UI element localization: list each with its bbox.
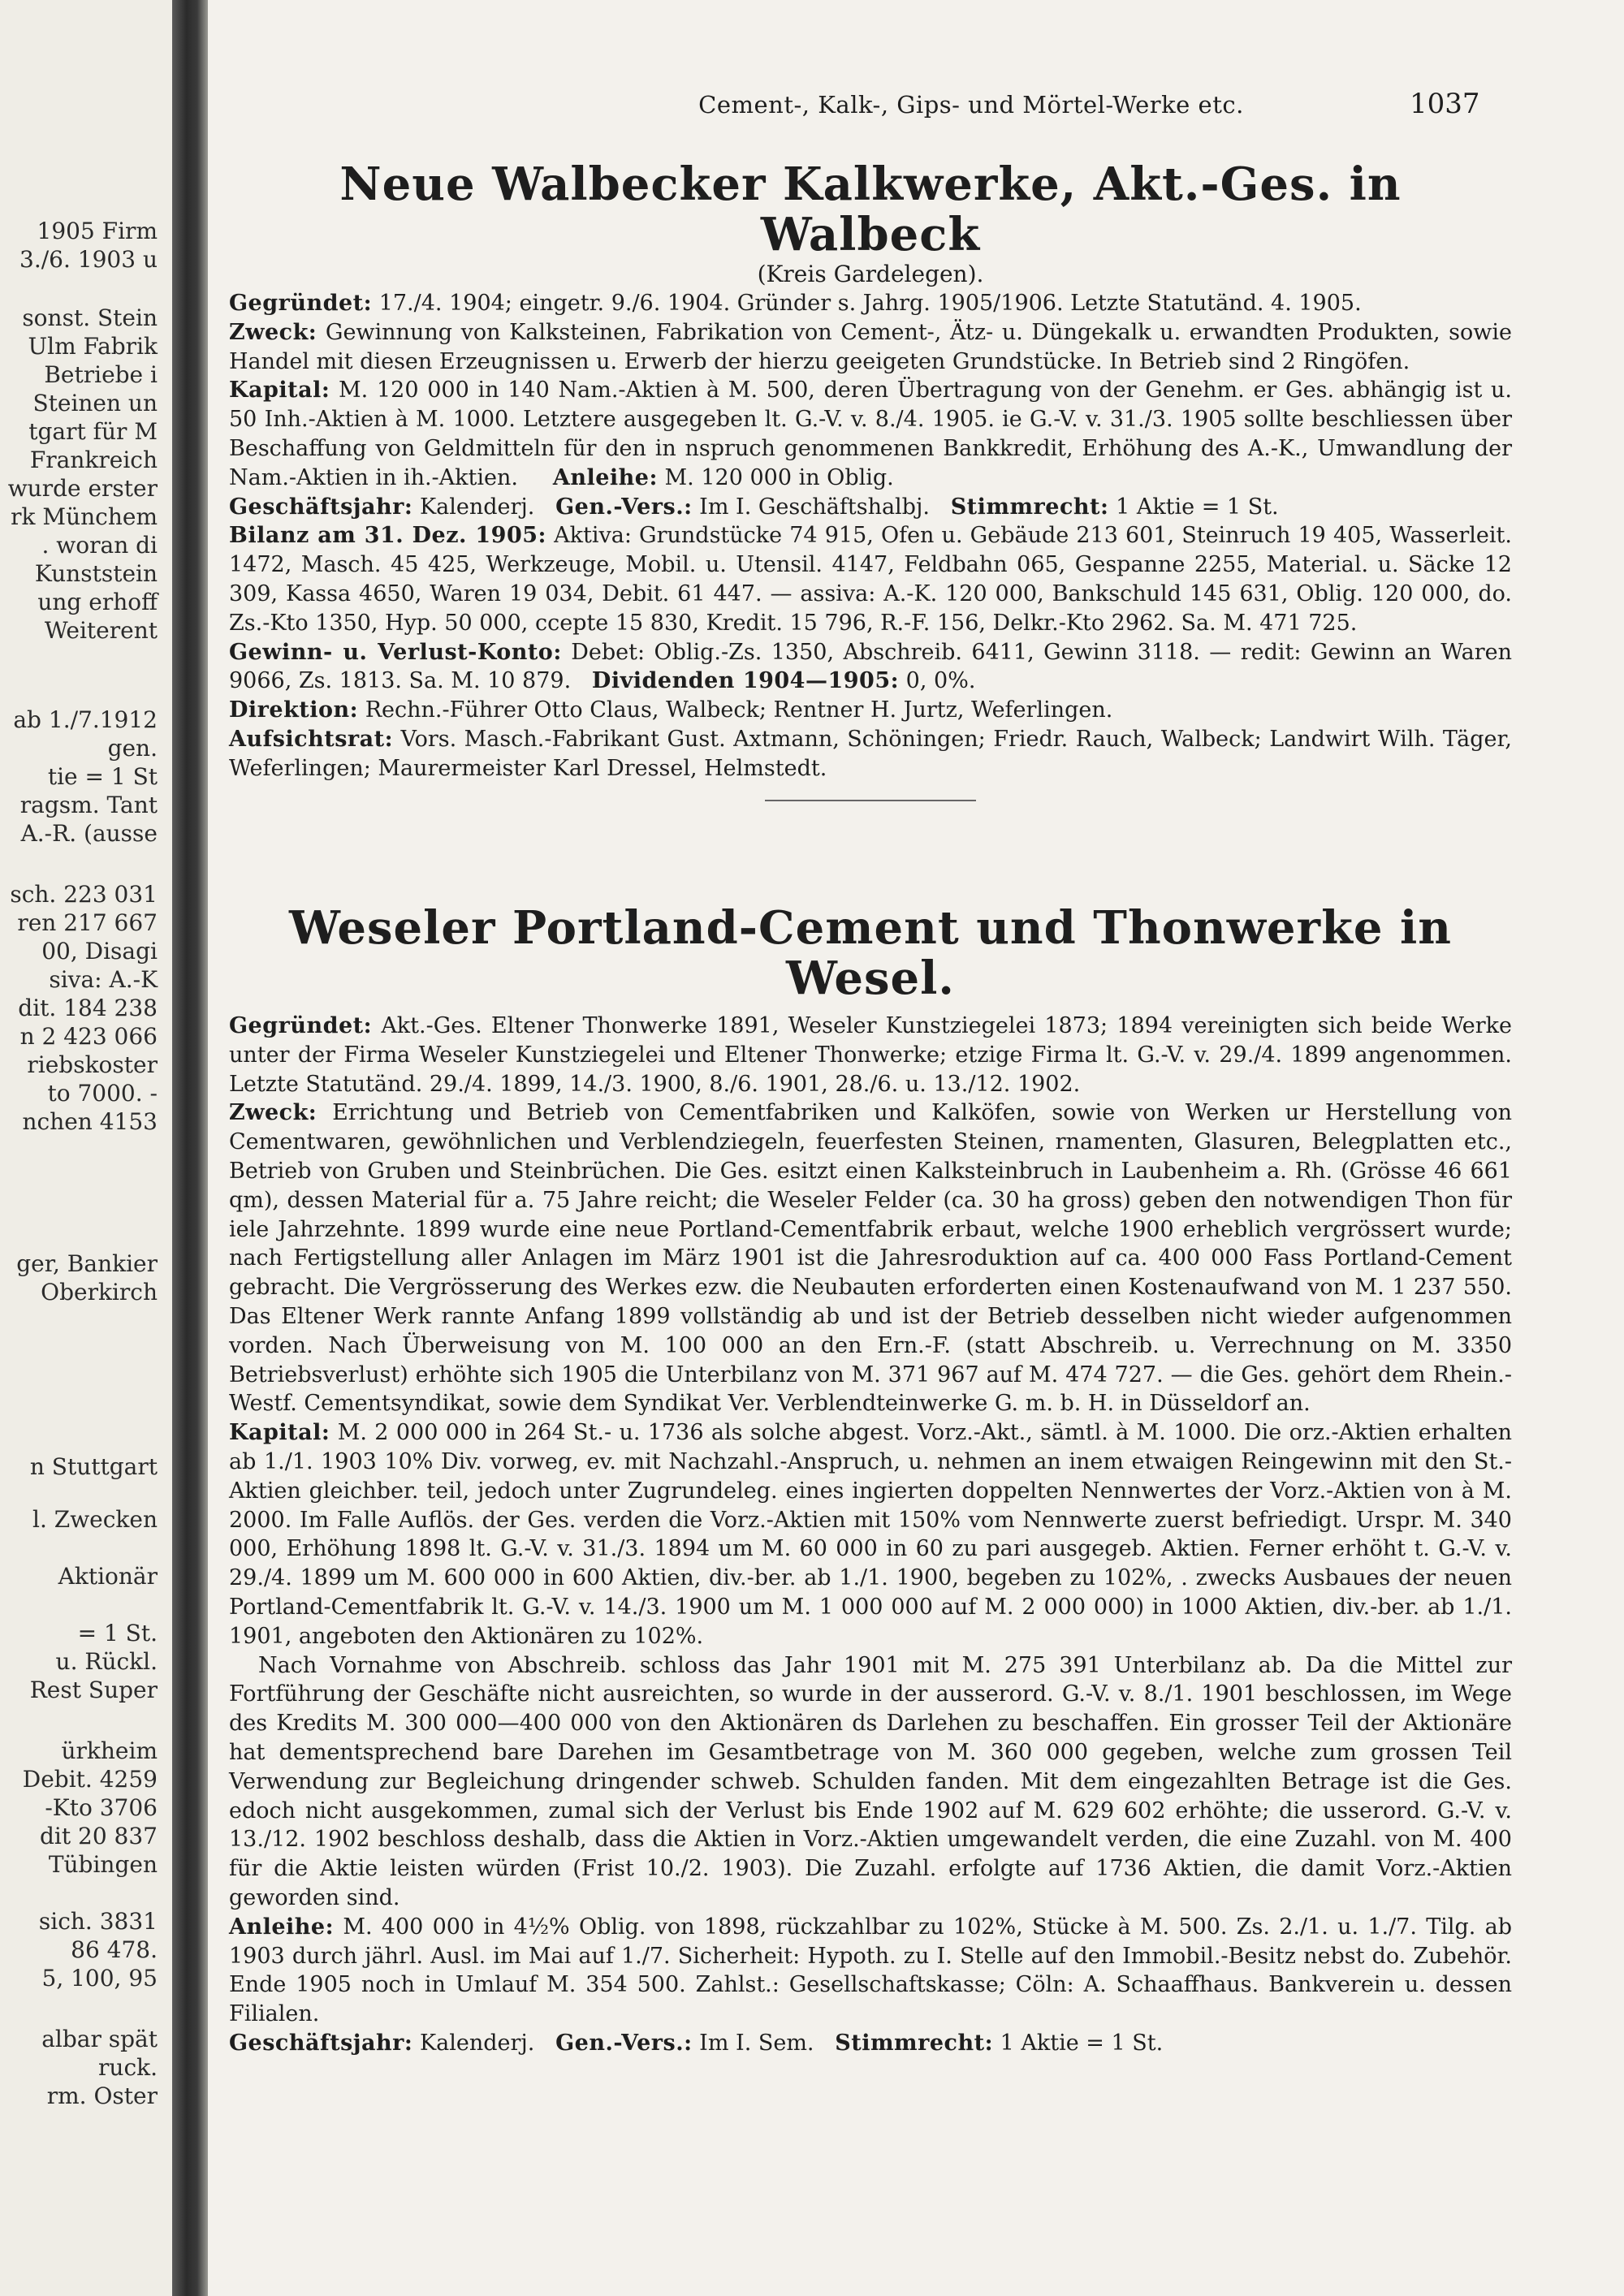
left-page-text-fragment: tgart für M xyxy=(28,418,158,445)
left-page-text-fragment: siva: A.-K xyxy=(49,966,158,993)
left-page-text-fragment: u. Rückl. xyxy=(55,1648,158,1675)
section-zweck xyxy=(229,318,1512,377)
section-gegruendet xyxy=(229,289,1512,318)
label: Zweck: xyxy=(229,1100,317,1126)
label: Gegründet: xyxy=(229,291,373,316)
left-page-text-fragment: gen. xyxy=(107,735,158,762)
left-page-text-fragment: Aktionär xyxy=(58,1563,158,1590)
left-page-text-fragment: 1905 Firm xyxy=(37,218,158,244)
value: 1 Aktie = 1 St. xyxy=(1000,2030,1164,2056)
left-page-text-fragment: 5, 100, 95 xyxy=(41,1965,158,1992)
section-geschaeftsjahr xyxy=(229,493,1512,522)
value: Aktiva: Grundstücke 74 915, Ofen u. Gebäude 213 601, Steinruch 19 405, Wasserleit. 1472, Masch. 45 425, Werkzeuge, Mobil. u. Utensil. 4147, Feldbahn 065, Gespanne 2255, Material. u. Säcke 12 309, Kassa 4650, Waren 19 034, Debit. 61 447. — assiva: A.-K. 120 000, Bankschuld 145 631, Oblig. 120 000, do. Zs.-Kto 1350, Hyp. 50 000, ccepte 15 830, Kredit. 15 796, R.-F. 156, Delkr.-Kto 2962. Sa. M. 471 725. xyxy=(229,523,1512,636)
value: Im I. Sem. xyxy=(699,2030,814,2056)
left-page-fragment xyxy=(0,0,172,2296)
left-page-text-fragment: Steinen un xyxy=(32,390,158,416)
label: Stimmrecht: xyxy=(835,2030,994,2056)
company-title: Weseler Portland-Cement und Thonwerke in Wesel. xyxy=(289,901,1452,1005)
section-zweck xyxy=(229,1098,1512,1418)
company-subtitle: (Kreis Gardelegen). xyxy=(757,261,984,287)
value: M. 120 000 in Oblig. xyxy=(664,464,894,490)
running-header: Cement-, Kalk-, Gips- und Mörtel-Werke etc. xyxy=(698,91,1244,119)
left-page-text-fragment: Kunststein xyxy=(34,560,158,587)
left-page-text-fragment: n Stuttgart xyxy=(29,1453,158,1480)
section-anleihe xyxy=(229,1913,1512,2029)
value: 0, 0%. xyxy=(905,668,976,694)
company-title: Neue Walbecker Kalkwerke, Akt.-Ges. in Walbeck xyxy=(339,158,1402,261)
value: 17./4. 1904; eingetr. 9./6. 1904. Gründer s. Jahrg. 1905/1906. Letzte Statutänd. 4. 1905. xyxy=(378,291,1362,316)
label: Dividenden 1904—1905: xyxy=(591,668,900,694)
section-gewinn-verlust xyxy=(229,638,1512,697)
value: Debet: Oblig.-Zs. 1350, Abschreib. 6411, Gewinn 3118. — redit: Gewinn an Waren 9066, Zs. 1813. Sa. M. 10 879. xyxy=(229,639,1513,694)
label: Direktion: xyxy=(229,697,359,723)
label: Gen.-Vers.: xyxy=(555,2030,693,2056)
section-geschaeftsjahr xyxy=(229,2029,1512,2058)
label: Kapital: xyxy=(229,378,330,404)
left-page-text-fragment: 00, Disagi xyxy=(41,938,158,965)
left-page-text-fragment: wurde erster xyxy=(7,475,158,502)
left-page-text-fragment: albar spät xyxy=(41,2026,158,2052)
value: Akt.-Ges. Eltener Thonwerke 1891, Weseler Kunstziegelei 1873; 1894 vereinigten sich beide Werke unter der Firma Weseler Kunstziegelei und Eltener Thonwerke; etzige Firma lt. G.-V. v. 29./4. 1899 angenommen. Letzte Statutänd. 29./4. 1899, 14./3. 1900, 8./6. 1901, 28./6. u. 13./12. 1902. xyxy=(229,1013,1512,1097)
left-page-text-fragment: dit. 184 238 xyxy=(18,995,158,1021)
left-page-text-fragment: dit 20 837 xyxy=(39,1823,158,1849)
value: Nach Vornahme von Abschreib. schloss das Jahr 1901 mit M. 275 391 Unterbilanz ab. Da die Mittel zur Fortführung der Geschäfte nicht ausreichten, so wurde in der ausserord. G.-V. v. 8./1. 1901 beschlossen, im Wege des Kredits M. 300 000—400 000 von den Aktionären ds Darlehen zu beschaffen. Ein grosser Teil der Aktionäre hat dementsprechend bare Darehen im Gesamtbetrage von M. 360 000 gegeben, welche zum grossen Teil Verwendung zur Begleichung dringender schweb. Schulden fanden. Mit dem eingezahlten Betrage ist die Ges. edoch nicht ausgekommen, zumal sich der Verlust bis Ende 1902 auf M. 629 602 erhöhte; die usserord. G.-V. v. 13./12. 1902 beschloss deshalb, dass die Aktien in Vorz.-Aktien umgewandelt verden, die eine Zuzahl. von M. 400 für die Aktie leisten würden (Frist 10./2. 1903). Die Zuzahl. erfolgte auf 1736 Aktien, die damit Vorz.-Aktien geworden sind. xyxy=(229,1652,1512,1910)
section-aufsichtsrat xyxy=(229,725,1512,783)
left-page-text-fragment: . woran di xyxy=(41,532,158,559)
left-page-text-fragment: ragsm. Tant xyxy=(19,792,158,818)
left-page-text-fragment: nchen 4153 xyxy=(22,1108,158,1135)
label: Stimmrecht: xyxy=(950,494,1109,520)
left-page-text-fragment: Tübingen xyxy=(48,1851,158,1878)
label: Anleihe: xyxy=(229,1914,335,1940)
value: M. 2 000 000 in 264 St.- u. 1736 als solche abgest. Vorz.-Akt., sämtl. à M. 1000. Die orz.-Aktien erhalten ab 1./1. 1903 10% Div. vorweg, ev. mit Nachzahl.-Anspruch, u. nehmen an inem etwaigen Reingewinn mit den St.-Aktien gleichber. teil, jedoch unter Zugrundeleg. eines ingierten doppelten Nennwertes der Vorz.-Aktien von à M. 2000. Im Falle Auflös. der Ges. verden die Vorz.-Aktien mit 150% vom Nennwerte zuerst befriedigt. Urspr. M. 340 000, Erhöhung 1898 lt. G.-V. v. 31./3. 1894 um M. 60 000 in 60 zu pari ausgegeb. Aktien. Ferner erhöht t. G.-V. v. 29./4. 1899 um M. 600 000 in 600 Aktien, div.-ber. ab 1./1. 1900, begeben zu 102%, . zwecks Ausbaues der neuen Portland-Cementfabrik lt. G.-V. v. 14./3. 1900 um M. 1 000 000 auf M. 2 000 000) in 1000 Aktien, div.-ber. ab 1./1. 1901, angeboten den Aktionären zu 102%. xyxy=(229,1420,1512,1649)
left-page-text-fragment: ung erhoff xyxy=(37,589,158,615)
left-page-text-fragment: rk Münchem xyxy=(11,503,158,530)
value: M. 400 000 in 4½% Oblig. von 1898, rückzahlbar zu 102%, Stücke à M. 500. Zs. 2./1. u. 1./7. Tilg. ab 1903 durch jährl. Ausl. im Mai auf 1./7. Sicherheit: Hypoth. zu I. Stelle auf den Immobil.-Besitz nebst do. Zubehör. Ende 1905 noch in Umlauf M. 354 500. Zahlst.: Gesellschaftskasse; Cöln: A. Schaaffhaus. Bankverein u. dessen Filialen. xyxy=(229,1914,1512,2027)
left-page-text-fragment: ren 217 667 xyxy=(17,909,158,936)
left-page-text-fragment: riebskoster xyxy=(27,1051,158,1078)
label: Gewinn- u. Verlust-Konto: xyxy=(229,639,562,665)
value: Errichtung und Betrieb von Cementfabriken und Kalköfen, sowie von Werken ur Herstellung von Cementwaren, gewöhnlichen und Verblendziegeln, feuerfesten Steinen, rnamenten, Glasuren, Belegplatten etc., Betrieb von Gruben und Steinbrüchen. Die Ges. esitzt einen Kalksteinbruch in Laubenheim a. Rh. (Grösse 46 661 qm), dessen Material für a. 75 Jahre reicht; die Weseler Felder (ca. 30 ha gross) geben den notwendigen Thon für iele Jahrzehnte. 1899 wurde eine neue Portland-Cementfabrik erbaut, welche 1900 erheblich vergrössert wurde; nach Fertigstellung aller Anlagen im März 1901 ist die Jahresroduktion auf ca. 400 000 Fass Portland-Cement gebracht. Die Vergrösserung des Werkes ezw. die Neubauten erforderten einen Kostenaufwand von M. 1 237 550. Das Eltener Werk rannte Anfang 1899 vollständig ab und ist der Betrieb desselben nicht wieder aufgenommen vorden. Nach Überweisung von M. 100 000 an den Ern.-F. (statt Abschreib. u. Verrechnung on M. 3350 Betriebsverlust) erhöhte sich 1905 die Unterbilanz von M. 371 967 auf M. 474 727. — die Ges. gehört dem Rhein.-Westf. Cementsyndikat, sowie dem Syndikat Ver. Verblendteinwerke G. m. b. H. in Düsseldorf an. xyxy=(229,1100,1512,1417)
section-gegruendet xyxy=(229,1012,1512,1098)
left-page-text-fragment: rm. Oster xyxy=(46,2082,158,2109)
left-page-text-fragment: ürkheim xyxy=(61,1737,158,1764)
value: Kalenderj. xyxy=(419,2030,535,2056)
company-entry-wesel xyxy=(229,903,1512,2058)
value: Vors. Masch.-Fabrikant Gust. Axtmann, Schöningen; Friedr. Rauch, Walbeck; Landwirt Wilh. Täger, Weferlingen; Maurermeister Karl Dressel, Helmstedt. xyxy=(229,726,1512,781)
left-page-text-fragment: l. Zwecken xyxy=(32,1506,158,1533)
value: M. 120 000 in 140 Nam.-Aktien à M. 500, deren Übertragung von der Genehm. er Ges. abhängig ist u. 50 Inh.-Aktien à M. 1000. Letztere ausgegeben lt. G.-V. v. 8./4. 1905. ie G.-V. v. 31./3. 1905 sollte beschliessen über Beschaffung von Geldmitteln für den in nspruch genommenen Bankkredit, Erhöhung des A.-K., Umwandlung der Nam.-Aktien in ih.-Aktien. xyxy=(229,378,1512,490)
left-page-text-fragment: sch. 223 031 xyxy=(10,881,158,908)
value: Rechn.-Führer Otto Claus, Walbeck; Rentner H. Jurtz, Weferlingen. xyxy=(365,697,1113,723)
left-page-text-fragment: sich. 3831 xyxy=(38,1908,158,1935)
left-page-text-fragment: Rest Super xyxy=(29,1677,158,1703)
label: Kapital: xyxy=(229,1420,330,1446)
section-bilanz xyxy=(229,521,1512,637)
left-page-text-fragment: ger, Bankier xyxy=(16,1250,158,1277)
left-page-text-fragment: to 7000. - xyxy=(47,1080,158,1107)
left-page-text-fragment: -Kto 3706 xyxy=(45,1794,158,1821)
label: Gegründet: xyxy=(229,1013,373,1038)
left-page-text-fragment: 86 478. xyxy=(71,1936,158,1963)
page-number: 1037 xyxy=(1410,88,1480,120)
label: Aufsichtsrat: xyxy=(229,726,394,752)
label: Bilanz am 31. Dez. 1905: xyxy=(229,523,546,549)
label: Geschäftsjahr: xyxy=(229,494,413,520)
label: Anleihe: xyxy=(552,464,658,490)
section-nach-vornahme xyxy=(229,1651,1512,1913)
right-page xyxy=(208,0,1624,2296)
label: Geschäftsjahr: xyxy=(229,2030,413,2056)
left-page-text-fragment: = 1 St. xyxy=(77,1620,158,1646)
label: Zweck: xyxy=(229,319,317,345)
value: 1 Aktie = 1 St. xyxy=(1116,494,1279,520)
left-page-text-fragment: tie = 1 St xyxy=(47,763,158,790)
left-page-text-fragment: Betriebe i xyxy=(44,361,158,388)
value: Gewinnung von Kalksteinen, Fabrikation von Cement-, Ätz- u. Düngekalk u. erwandten Produkten, sowie Handel mit diesen Erzeugnissen u. Erwerb der hierzu geeigeten Grundstücke. In Betrieb sind 2 Ringöfen. xyxy=(229,319,1512,374)
company-entry-walbeck xyxy=(229,159,1512,818)
value: Kalenderj. xyxy=(419,494,535,520)
left-page-text-fragment: Debit. 4259 xyxy=(22,1766,158,1793)
section-kapital xyxy=(229,1418,1512,1651)
value: Im I. Geschäftshalbj. xyxy=(699,494,930,520)
left-page-text-fragment: n 2 423 066 xyxy=(19,1023,158,1050)
left-page-text-fragment: ruck. xyxy=(98,2054,158,2081)
section-divider xyxy=(765,800,976,801)
book-gutter xyxy=(172,0,208,2296)
left-page-text-fragment: ab 1./7.1912 xyxy=(13,706,158,733)
left-page-text-fragment: Weiterent xyxy=(44,617,158,644)
left-page-text-fragment: Ulm Fabrik xyxy=(28,333,158,360)
left-page-text-fragment: 3./6. 1903 u xyxy=(19,246,158,273)
section-direktion xyxy=(229,696,1512,725)
left-page-text-fragment: Oberkirch xyxy=(41,1279,158,1306)
left-page-text-fragment: sonst. Stein xyxy=(22,304,158,331)
label: Gen.-Vers.: xyxy=(555,494,693,520)
section-kapital xyxy=(229,376,1512,492)
left-page-text-fragment: A.-R. (ausse xyxy=(20,820,158,847)
left-page-text-fragment: Frankreich xyxy=(29,447,158,473)
